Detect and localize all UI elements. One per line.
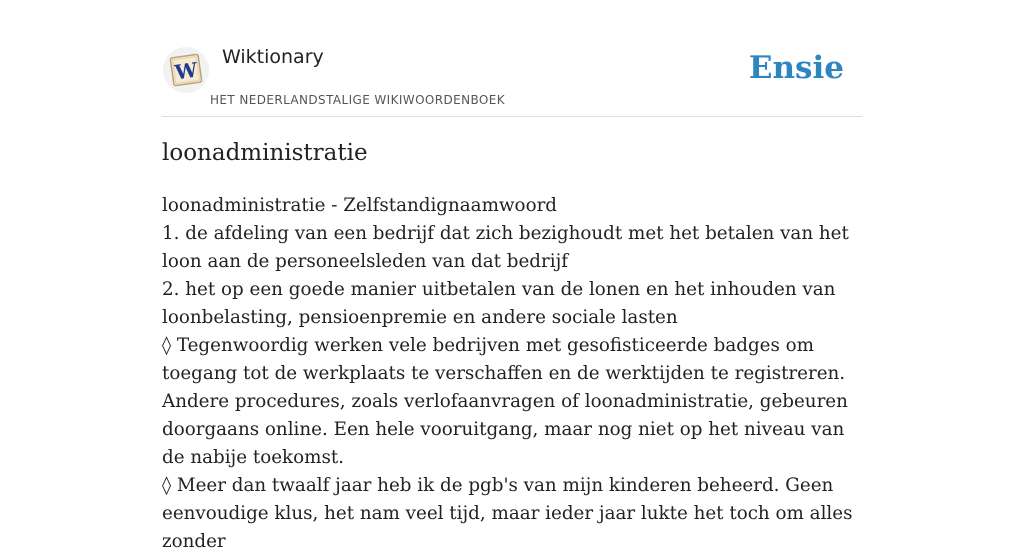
brand-logo[interactable]: Ensie bbox=[748, 50, 844, 86]
site-tagline: HET NEDERLANDSTALIGE WIKIWOORDENBOEK bbox=[210, 93, 506, 107]
definition-1: 1. de afdeling van een bedrijf dat zich bezighoudt met het betalen van het loon aan de personeelsleden van dat bedrijf bbox=[162, 223, 849, 272]
logo-graphic bbox=[163, 47, 209, 93]
entry-content bbox=[162, 192, 864, 556]
entry-heading-line: loonadministratie - Zelfstandignaamwoord bbox=[162, 195, 558, 216]
example-1: ◊ Tegenwoordig werken vele bedrijven met gesofisticeerde badges om toegang tot de werkplaats te verschaffen en de werktijden te registreren. Andere procedures, zoals verlofaanvragen of loonadministratie, gebeuren doorgaans online. Een hele vooruitgang, maar nog niet op het niveau van de nabije toekomst. bbox=[162, 335, 848, 468]
page-title: loonadministratie bbox=[162, 140, 368, 166]
example-2: ◊ Meer dan twaalf jaar heb ik de pgb's van mijn kinderen beheerd. Geen eenvoudige klus, het nam veel tijd, maar ieder jaar lukte het toch om alles zonder bbox=[162, 475, 853, 552]
wiktionary-logo-icon[interactable] bbox=[163, 47, 209, 93]
site-header bbox=[162, 0, 862, 117]
logo-letter: W bbox=[173, 57, 199, 85]
site-name[interactable]: Wiktionary bbox=[222, 46, 324, 68]
definition-2: 2. het op een goede manier uitbetalen van de lonen en het inhouden van loonbelasting, pensioenpremie en andere sociale lasten bbox=[162, 279, 836, 328]
